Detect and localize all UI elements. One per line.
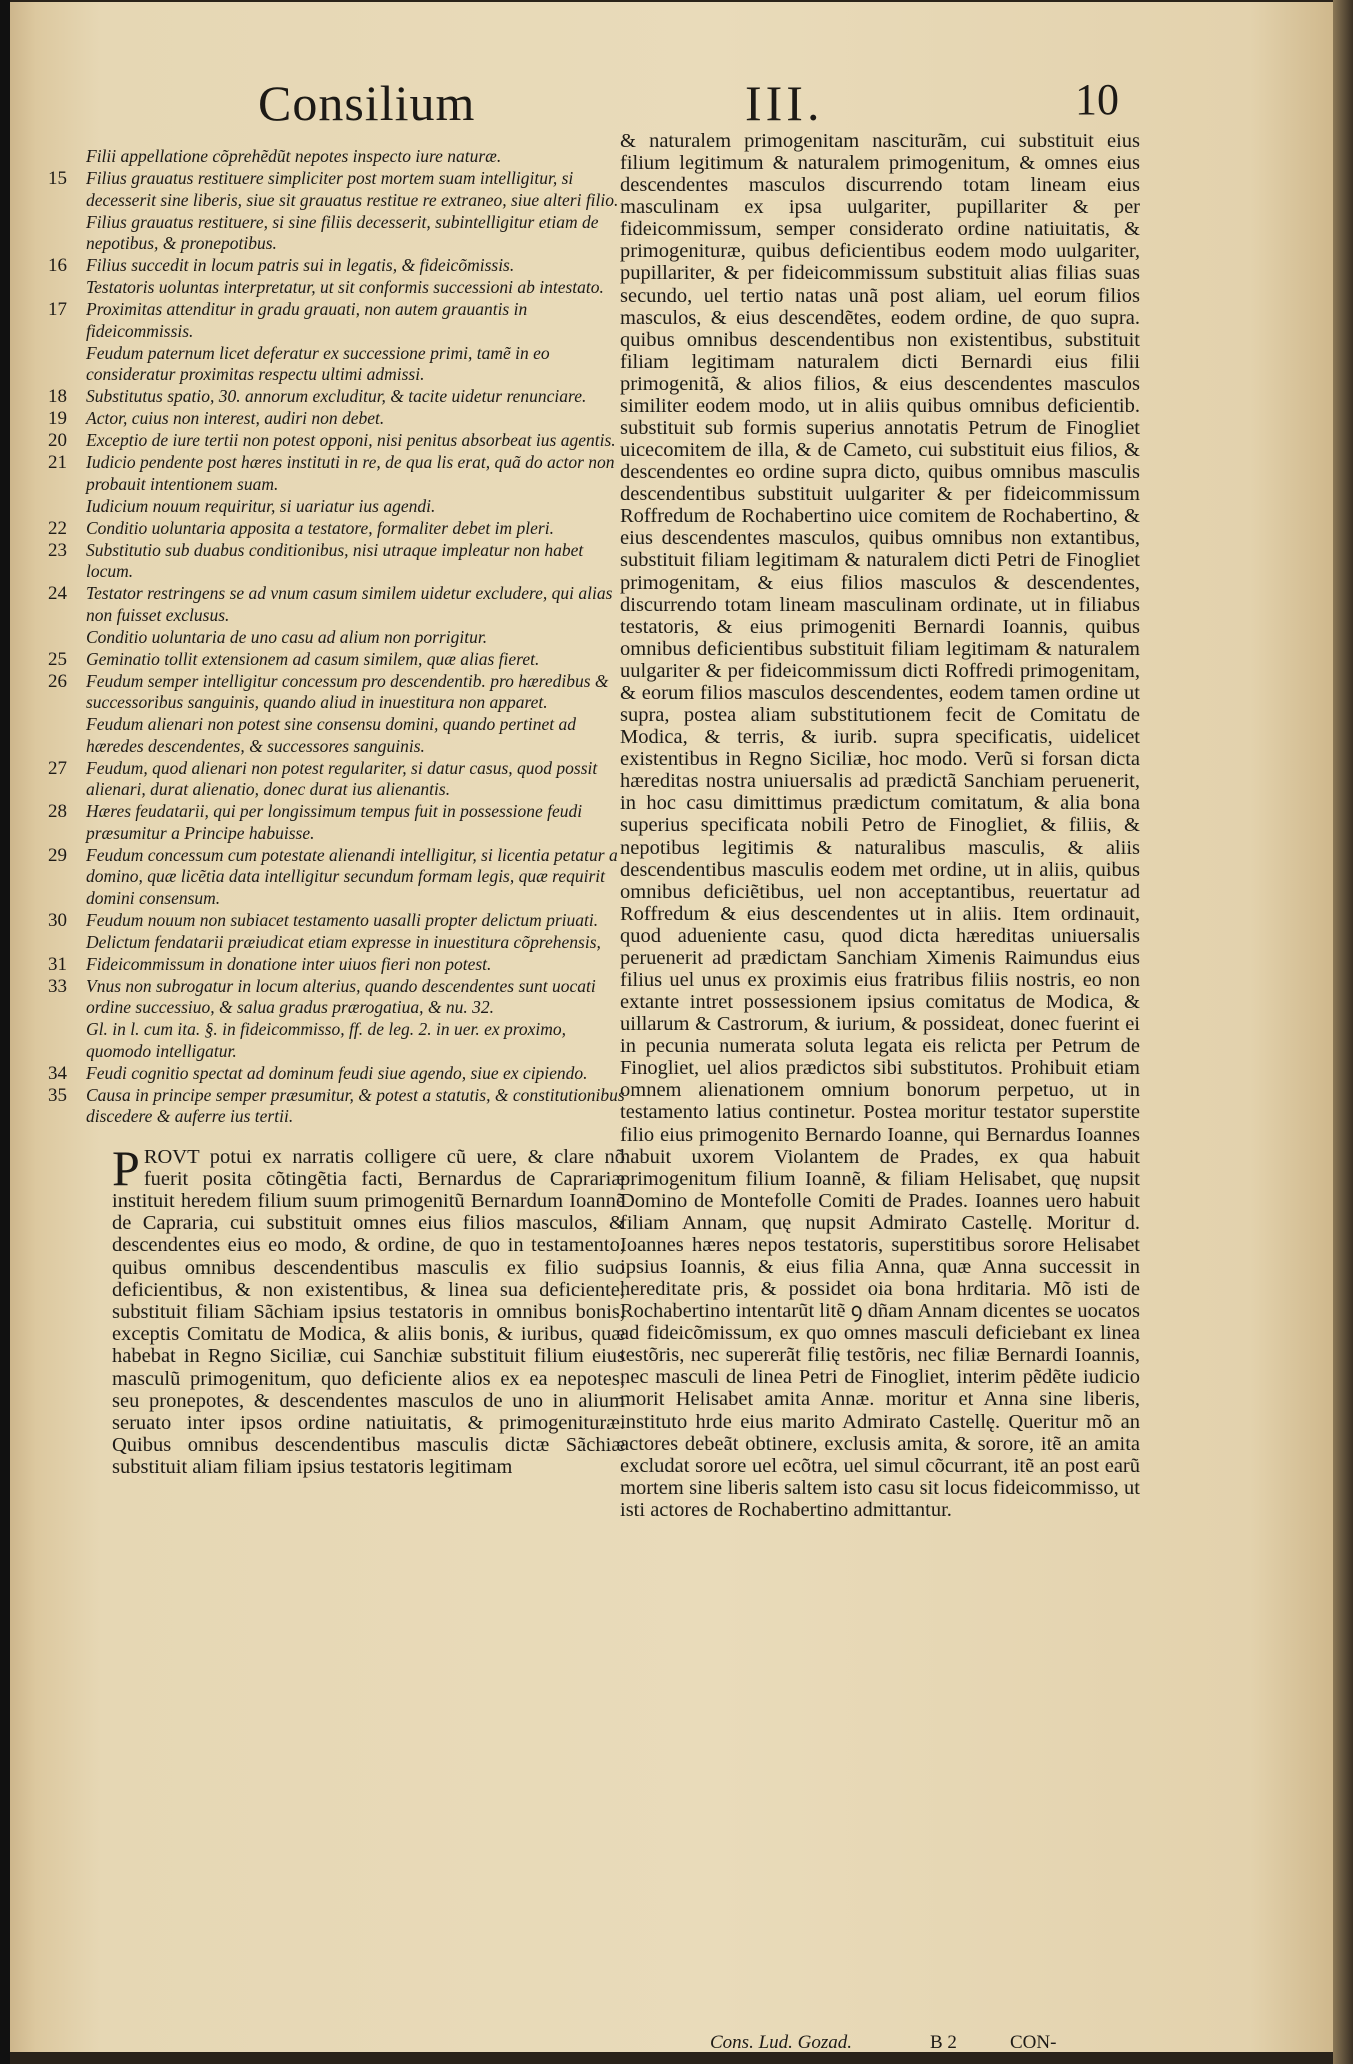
summary-item xyxy=(40,954,625,976)
summary-text: Iudicio pendente post hæres instituti in re, de qua lis erat, quã do actor non probauit intentionem suam. xyxy=(86,452,615,494)
footer-signature: Cons. Lud. Gozad. xyxy=(710,2032,852,2053)
summary-number: 31 xyxy=(48,953,67,975)
summary-item xyxy=(40,801,625,844)
consilium-number: III. xyxy=(745,75,824,131)
summary-item xyxy=(40,518,625,540)
summary-item xyxy=(40,976,625,1019)
summary-number: 29 xyxy=(48,844,67,866)
summary-item xyxy=(40,671,625,714)
summary-number: 18 xyxy=(48,386,67,407)
book-page xyxy=(10,2,1333,2052)
summary-text: Substitutus spatio, 30. annorum excluditur, & tacite uidetur renunciare. xyxy=(86,386,587,406)
summary-item xyxy=(40,845,625,910)
summary-item xyxy=(40,255,625,277)
summary-item xyxy=(40,299,625,342)
summary-number: 35 xyxy=(48,1084,67,1106)
summary-item xyxy=(40,452,625,495)
page-footer xyxy=(710,2032,1160,2054)
summary-item xyxy=(40,277,625,299)
summary-item xyxy=(40,627,625,649)
summary-text: Testatoris uoluntas interpretatur, ut sit conformis successioni ab intestato. xyxy=(86,277,604,297)
summary-item xyxy=(40,343,625,386)
summary-item xyxy=(40,540,625,583)
summary-item xyxy=(40,910,625,932)
summary-number: 22 xyxy=(48,517,67,539)
summary-item xyxy=(40,146,625,168)
summary-item xyxy=(40,1019,625,1062)
summary-text: Substitutio sub duabus conditionibus, nisi utraque impleatur non habet locum. xyxy=(86,539,584,581)
summary-text: Feudum alienari non potest sine consensu domini, quando pertinet ad hæredes descendentes, & successores sanguinis. xyxy=(86,714,576,756)
summary-number: 20 xyxy=(48,430,67,451)
summary-number: 34 xyxy=(48,1062,67,1084)
summary-text: Filius grauatus restituere simpliciter post mortem suam intelligitur, si decesserit sine liberis, siue sit grauatus restitue re extraneo, siue alteri filio. xyxy=(86,168,619,210)
catchword: CON- xyxy=(1010,2032,1057,2053)
summary-number: 15 xyxy=(48,168,67,189)
drop-cap: P xyxy=(112,1139,140,1196)
summary-item xyxy=(40,496,625,518)
summary-item xyxy=(40,168,625,211)
summary-text: Feudum nouum non subiacet testamento uasalli propter delictum priuati. xyxy=(86,909,599,930)
summary-text: Exceptio de iure tertii non potest opponi, nisi penitus absorbeat ius agentis. xyxy=(86,430,616,450)
summary-item xyxy=(40,212,625,255)
summary-item xyxy=(40,386,625,408)
right-column xyxy=(620,130,1140,1521)
main-text-right: & naturalem primogenitam nasciturãm, cui substituit eius filium legitimum & naturalem primogenitum, & omnes eius descendentes masculos discurrendo totam lineam eius masculinam ex ipsa uulgariter, pupillariter & per fideicommissum, semper considerato ordine natiuitatis, & primogenituræ, quibus deficientibus eodem modo uulgariter, pupillariter, & per fideicommissum substituit alias filias suas secundo, uel tertio natas unã post aliam, uel eorum filios masculos, & eius descendẽtes, eodem ordine, de quo supra. quibus omnibus descendentibus non existentibus, substituit filiam legitimam naturalem dicti Bernardi eius filii primogenitã, & alios filios, & eius descendentes masculos similiter eodem modo, ut in aliis quibus omnibus deficientib. substituit sub formis superius annotatis Petrum de Finogliet uicecomitem de illa, & de Cameto, cui substituit eius filios, & descendentes eo ordine supra dicto, quibus omnibus masculis descendentibus substituit uulgariter & per fideicommissum Roffredum de Rochabertino uice comitem de Rochabertino, & eius descendentes masculos, quibus omnibus non extantibus, substituit filiam legitimam & naturalem dicti Petri de Finogliet primogenitam, & eius filios masculos & descendentes, discurrendo totam lineam masculinam ordinate, ut in filiabus testatoris, & eius primogeniti Bernardi Ioannis, quibus omnibus deficientibus substituit filiam legitimam & naturalem uulgariter & per fideicommissum dicti Roffredi primogenitam, & eorum filios masculos descendentes, eodem tamen ordine ut supra, postea aliam substitutionem fecit de Comitatu de Modica, & terris, & iurib. supra specificatis, uidelicet existentibus in Regno Siciliæ, hoc modo. Verũ si forsan dicta hæreditas nostra uniuersalis ad prædictã Sanchiam peruenerit, in hoc casu dimittimus prædictum comitatum, & alia bona superius specificata nobili Petro de Finogliet, & filiis, & nepotibus legitimis & naturalibus masculis, & aliis descendentibus masculis eodem met ordine, ut in aliis, quibus omnibus deficiẽtibus, uel non acceptantibus, reuertatur ad Roffredum & eius descendentes ut in aliis. Item ordinauit, quod adueniente casu, quod dicta hæreditas uniuersalis peruenerit ad prædictam Sanchiam Ximenis Raimundus eius filius uel unus ex proximis eius fratribus filiis nostris, eo non extante intret possessionem ipsius comitatus de Modica, & uillarum & Castrorum, & iurium, & possideat, donec fuerint ei in pecunia numerata soluta legata eis relicta per Petrum de Finogliet, uel alios prædictos sibi substitutos. Prohibuit etiam omnem alienationem omnium bonorum perpetuo, ut in testamento latius continetur. Postea moritur testator superstite filio eius primogenito Bernardo Ioanne, qui Bernardus Ioannes habuit uxorem Violantem de Prades, ex qua habuit primogenitum filium Ioannẽ, & filiam Helisabet, quę nupsit Domino de Montefolle Comiti de Prades. Ioannes uero habuit filiam Annam, quę nupsit Admirato Castellę. Moritur d. Ioannes hæres nepos testatoris, superstitibus sorore Helisabet ipsius Ioannis, & eius filia Anna, quæ Anna successit in hereditate pris, & possidet oia bona hrditaria. Mõ isti de Rochabertino intentarũt litẽ ꝯ dñam Annam dicentes se uocatos ad fideicõmissum, ex quo omnes masculi deficiebant ex linea testõris, nec supererãt filię testõris, nec filiæ Bernardi Ioannis, nec masculi de linea Petri de Finogliet, interim pẽdẽte iudicio morit Helisabet amita Annæ. moritur et Anna sine liberis, instituto hrde eius marito Admirato Castellę. Queritur mõ an actores debeãt obtinere, exclusis amita, & sorore, itẽ an amita excludat sorore uel ecõtra, uel simul cõcurrant, itẽ an post earũ mortem sine liberis saltem isto casu sit locus fideicommisso, ut isti actores de Rochabertino admittantur. xyxy=(620,130,1140,1521)
summary-text: Filii appellatione cõprehẽdũt nepotes inspecto iure naturæ. xyxy=(86,146,502,166)
left-column xyxy=(40,146,625,1479)
summary-item xyxy=(40,408,625,430)
summary-text: Iudicium nouum requiritur, si uariatur ius agendi. xyxy=(86,495,436,516)
summary-number: 23 xyxy=(48,539,67,561)
signature-mark: B 2 xyxy=(930,2032,957,2053)
summary-item xyxy=(40,714,625,757)
summary-text: Testator restringens se ad vnum casum similem uidetur excludere, qui alias non fuisset exclusus. xyxy=(86,583,613,625)
summary-text: Feudum semper intelligitur concessum pro descendentib. pro hæredibus & successoribus sanguinis, quando aliud in inuestitura non apparet. xyxy=(86,670,609,712)
summary-number: 26 xyxy=(48,670,67,692)
summary-number: 27 xyxy=(48,757,67,779)
summary-text: Feudum paternum licet deferatur ex successione primi, tamẽ in eo consideratur proximitas respectu ultimi admissi. xyxy=(86,342,550,384)
summary-text: Feudum, quod alienari non potest regulariter, si datur casus, quod possit alienari, durat alienatio, donec durat ius alienantis. xyxy=(86,757,598,799)
summary-number: 33 xyxy=(48,975,67,997)
summary-number: 19 xyxy=(48,408,67,429)
summary-text: Actor, cuius non interest, audiri non debet. xyxy=(86,408,385,428)
summary-text: Feudi cognitio spectat ad dominum feudi siue agendo, siue ex cipiendo. xyxy=(86,1062,588,1083)
page-edge xyxy=(1333,0,1353,2064)
summary-item xyxy=(40,932,625,954)
summary-text: Delictum fendatarii præiudicat etiam expresse in inuestitura cõprehensis, xyxy=(86,931,601,952)
summary-text: Conditio uoluntaria apposita a testatore, formaliter debet im pleri. xyxy=(86,517,554,538)
summary-item xyxy=(40,758,625,801)
summary-number: 30 xyxy=(48,909,67,931)
running-title: Consilium xyxy=(258,75,476,131)
summary-item xyxy=(40,430,625,452)
summary-number: 25 xyxy=(48,648,67,670)
summary-text: Causa in principe semper præsumitur, & potest a statutis, & constitutionibus discedere & auferre ius tertii. xyxy=(86,1084,625,1126)
main-text-left xyxy=(112,1139,625,1479)
summary-text: Feudum concessum cum potestate alienandi intelligitur, si licentia petatur a domino, quæ licẽtia data intelligitur secundum formam legis, quæ requirit domini consensum. xyxy=(86,844,618,908)
summary-text: Filius succedit in locum patris sui in legatis, & fideicõmissis. xyxy=(86,255,515,275)
summary-text: Proximitas attenditur in gradu grauati, non autem grauantis in fideicommissis. xyxy=(86,299,528,341)
summary-number: 28 xyxy=(48,801,67,822)
summary-number: 17 xyxy=(48,299,67,320)
folio-number: 10 xyxy=(1075,75,1119,124)
summary-text: Gl. in l. cum ita. §. in fideicommisso, ff. de leg. 2. in uer. ex proximo, quomodo intelligatur. xyxy=(86,1019,567,1061)
summary-text: Filius grauatus restituere, si sine filiis decesserit, subintelligitur etiam de nepotibus, & pronepotibus. xyxy=(86,211,599,253)
summary-text: Fideicommissum in donatione inter uiuos fieri non potest. xyxy=(86,953,492,974)
summary-text: Vnus non subrogatur in locum alterius, quando descendentes sunt uocati ordine successiuo, & salua gradus prærogatiua, & nu. 32. xyxy=(86,975,596,1017)
binding-spine xyxy=(0,0,10,2064)
main-text-left-body: ROVT potui ex narratis colligere cũ uere, & clare nõ fuerit posita cõtingẽtia facti, Bernardus de Caprariæ instituit heredem filium suum primogenitũ Bernardum Ioannẽ de Capraria, cui substituit omnes eius filios masculos, & descendentes eius eo modo, & ordine, de quo in testamento, quibus omnibus descendentibus masculis ex filio suo deficientibus, & non existentibus, & linea sua deficiente, substituit filiam Sãchiam ipsius testatoris in omnibus bonis, exceptis Comitatu de Modica, & aliis bonis, & iuribus, quæ habebat in Regno Siciliæ, cui Sanchiæ substituit filium eius masculũ primogenitum, quo deficiente alios ex ea nepotes, seu pronepotes, & descendentes masculos de uno in alium seruato inter ipsos ordine natiuitatis, & primogenituræ. Quibus omnibus descendentibus masculis dictæ Sãchiæ substituit aliam filiam ipsius testatoris legitimam xyxy=(112,1145,625,1479)
summary-item xyxy=(40,583,625,626)
summary-text: Geminatio tollit extensionem ad casum similem, quæ alias fieret. xyxy=(86,648,540,669)
summaries-list xyxy=(40,146,625,1128)
summary-text: Conditio uoluntaria de uno casu ad alium non porrigitur. xyxy=(86,626,488,647)
summary-number: 21 xyxy=(48,452,67,473)
summary-item xyxy=(40,1085,625,1128)
summary-number: 24 xyxy=(48,583,67,604)
summary-item xyxy=(40,1063,625,1085)
summary-number: 16 xyxy=(48,255,67,276)
summary-item xyxy=(40,649,625,671)
summary-text: Hæres feudatarii, qui per longissimum tempus fuit in possessione feudi præsumitur a Principe habuisse. xyxy=(86,801,583,843)
